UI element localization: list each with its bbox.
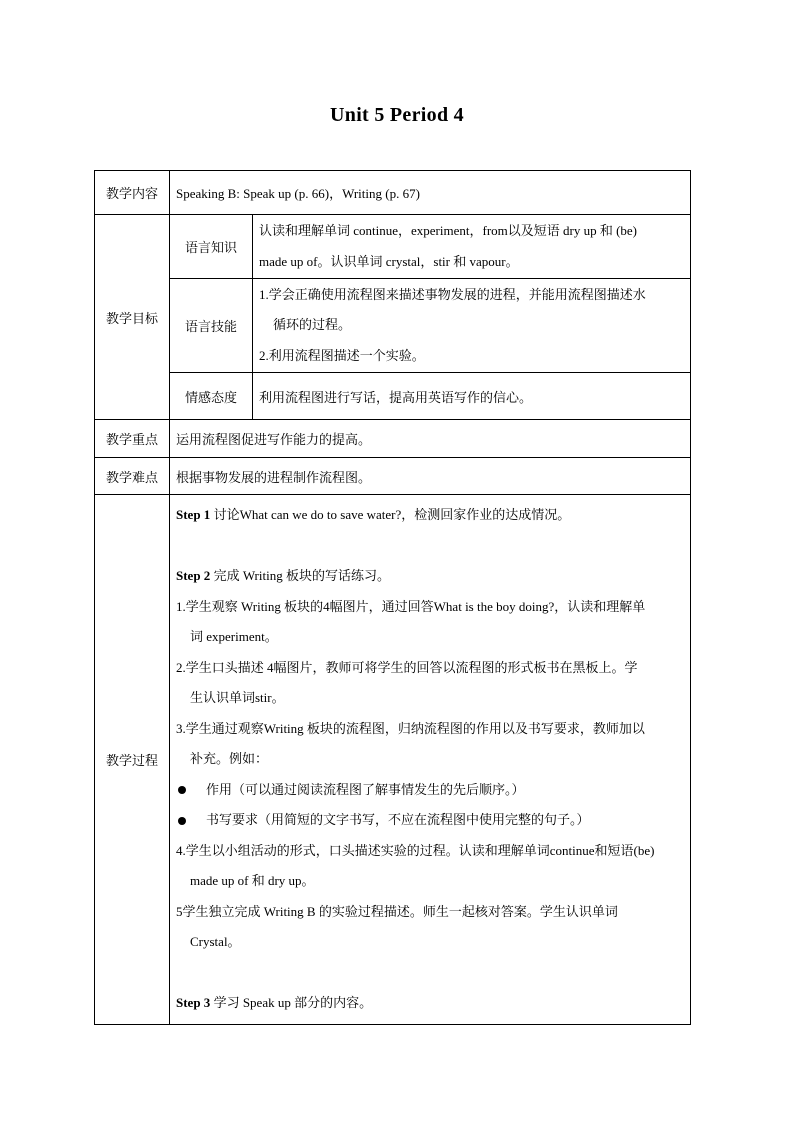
bullet-icon [178,817,186,825]
attitude-value: 利用流程图进行写话，提高用英语写作的信心。 [253,373,691,420]
lesson-plan-table [94,170,691,1025]
text-line: 1.学会正确使用流程图来描述事物发展的进程，并能用流程图描述水 [259,286,646,302]
language-skills-value [253,279,691,373]
text-line: 2.利用流程图描述一个实验。 [259,347,425,363]
text-line: Crystal。 [190,934,241,950]
row-language-knowledge [95,215,691,279]
step-1: Step 1 讨论What can we do to save water?，检测回家作业的达成情况。 [176,507,571,523]
row-difficulties [95,458,691,495]
text-line: 生认识单词stir。 [190,690,285,706]
row-key-points [95,420,691,458]
language-skills-label: 语言技能 [170,279,253,373]
row-content [95,171,691,215]
text-line: 2.学生口头描述 4幅图片，教师可将学生的回答以流程图的形式板书在黑板上。学 [176,659,638,675]
difficulties-value: 根据事物发展的进程制作流程图。 [170,458,691,495]
text-line: 循环的过程。 [273,317,352,333]
difficulties-label: 教学难点 [95,458,170,495]
step-3: Step 3 学习 Speak up 部分的内容。 [176,995,373,1011]
content-value: Speaking B: Speak up (p. 66)，Writing (p. 67) [170,171,691,215]
bullet-item: 作用（可以通过阅读流程图了解事情发生的先后顺序。） [176,775,684,806]
text-line: 5学生独立完成 Writing B 的实验过程描述。师生一起核对答案。学生认识单词 [176,903,618,919]
text-line: 4.学生以小组活动的形式，口头描述实验的过程。认读和理解单词continue和短语(be) [176,842,655,858]
language-knowledge-label: 语言知识 [170,215,253,279]
text-line: made up of。认识单词 crystal，stir 和 vapour。 [259,253,519,269]
row-process [95,495,691,1025]
row-language-skills [95,279,691,373]
text-line: 3.学生通过观察Writing 板块的流程图，归纳流程图的作用以及书写要求，教师加以 [176,720,645,736]
text-line: 1.学生观察 Writing 板块的4幅图片，通过回答What is the boy doing?，认读和理解单 [176,598,646,614]
key-points-value: 运用流程图促进写作能力的提高。 [170,420,691,458]
bullet-item: 书写要求（用简短的文字书写，不应在流程图中使用完整的句子。） [176,805,684,836]
text-line: 词 experiment。 [190,629,278,645]
step-2: Step 2 完成 Writing 板块的写话练习。 [176,568,390,584]
text-line: 补充。例如： [190,751,269,767]
row-attitude [95,373,691,420]
bullet-icon [178,786,186,794]
text-line: made up of 和 dry up。 [190,873,315,889]
objectives-label: 教学目标 [95,215,170,420]
text-line: 认读和理解单词 continue，experiment，from以及短语 dry up 和 (be) [259,223,638,238]
process-label: 教学过程 [95,495,170,1025]
content-label: 教学内容 [95,171,170,215]
language-knowledge-value [253,215,691,279]
page-title: Unit 5 Period 4 [330,104,464,126]
process-value [170,495,691,1025]
key-points-label: 教学重点 [95,420,170,458]
attitude-label: 情感态度 [170,373,253,420]
